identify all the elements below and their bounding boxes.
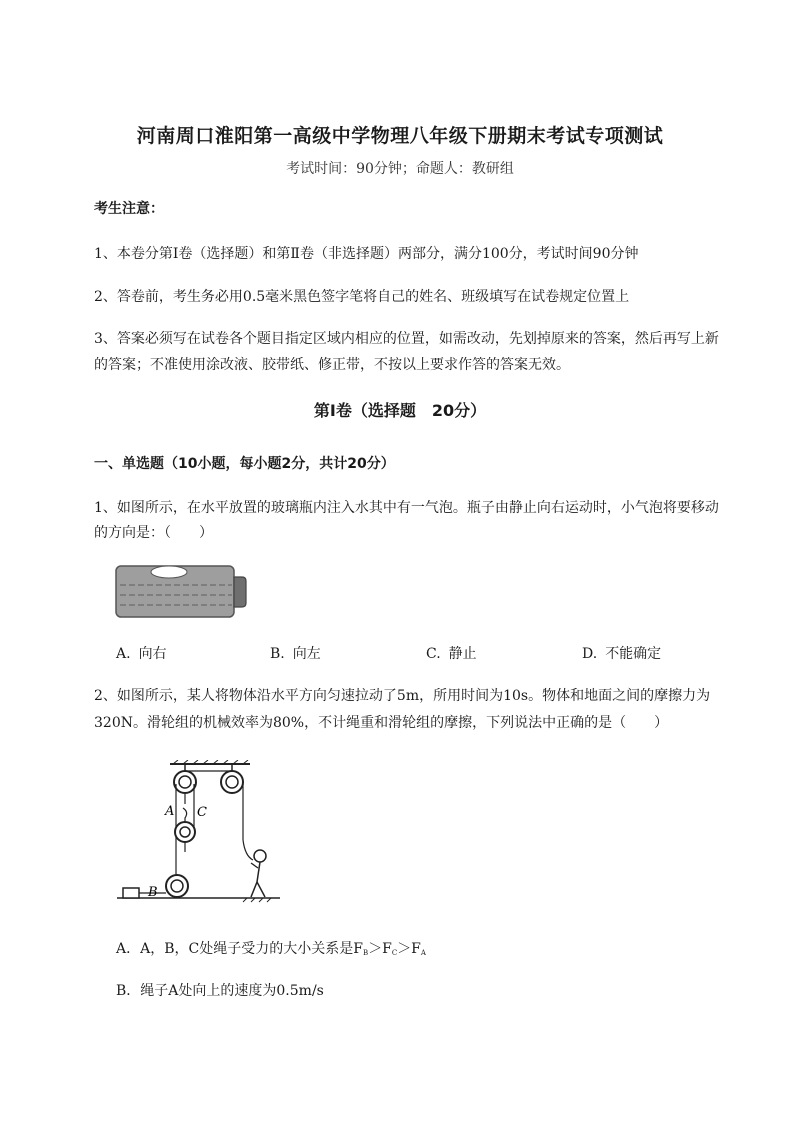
bottle-figure: [112, 563, 248, 621]
exam-info: 考试时间：90分钟；命题人：教研组: [286, 161, 514, 177]
question-2-text-cont: 320N。滑轮组的机械效率为80%，不计绳重和滑轮组的摩擦，下列说法中正确的是（ ）: [94, 715, 669, 731]
q1-option-a[interactable]: A. 向右: [116, 646, 167, 662]
question-2-text: 2、如图所示，某人将物体沿水平方向匀速拉动了5m，所用时间为10s。物体和地面之间的摩擦力为: [94, 688, 711, 704]
label-a: A: [165, 804, 175, 819]
notice-item-1: 1、本卷分第I卷（选择题）和第Ⅱ卷（非选择题）两部分，满分100分，考试时间90分钟: [94, 246, 639, 262]
q1-option-c[interactable]: C. 静止: [426, 646, 477, 662]
notice-item-3: 3、答案必须写在试卷各个题目指定区域内相应的位置，如需改动，先划掉原来的答案，然后再写上新: [94, 331, 719, 347]
notice-item-2: 2、答卷前，考生务必用0.5毫米黑色签字笔将自己的姓名、班级填写在试卷规定位置上: [94, 289, 630, 305]
q1-option-d[interactable]: D. 不能确定: [582, 646, 662, 662]
q1-option-b[interactable]: B. 向左: [270, 646, 321, 662]
label-b: B: [148, 885, 158, 900]
question-1-text-cont: 的方向是：（ ）: [94, 525, 213, 541]
q2-option-b[interactable]: B．绳子A处向上的速度为0.5m/s: [116, 983, 324, 999]
part-heading: 一、单选题（10小题，每小题2分，共计20分）: [94, 456, 395, 472]
page-title: 河南周口淮阳第一高级中学物理八年级下册期末考试专项测试: [136, 125, 664, 147]
section-title: 第I卷（选择题 20分）: [313, 401, 487, 420]
pulley-figure: [115, 760, 285, 905]
question-1-text: 1、如图所示，在水平放置的玻璃瓶内注入水其中有一气泡。瓶子由静止向右运动时，小气泡将要移动: [94, 500, 719, 516]
q2-option-a[interactable]: A．A，B，C处绳子受力的大小关系是$F_B>F_C>F_A$: [116, 941, 426, 957]
notice-heading: 考生注意：: [94, 201, 164, 217]
notice-item-3-cont: 的答案；不准使用涂改液、胶带纸、修正带，不按以上要求作答的答案无效。: [94, 357, 570, 373]
label-c: C: [197, 805, 207, 820]
